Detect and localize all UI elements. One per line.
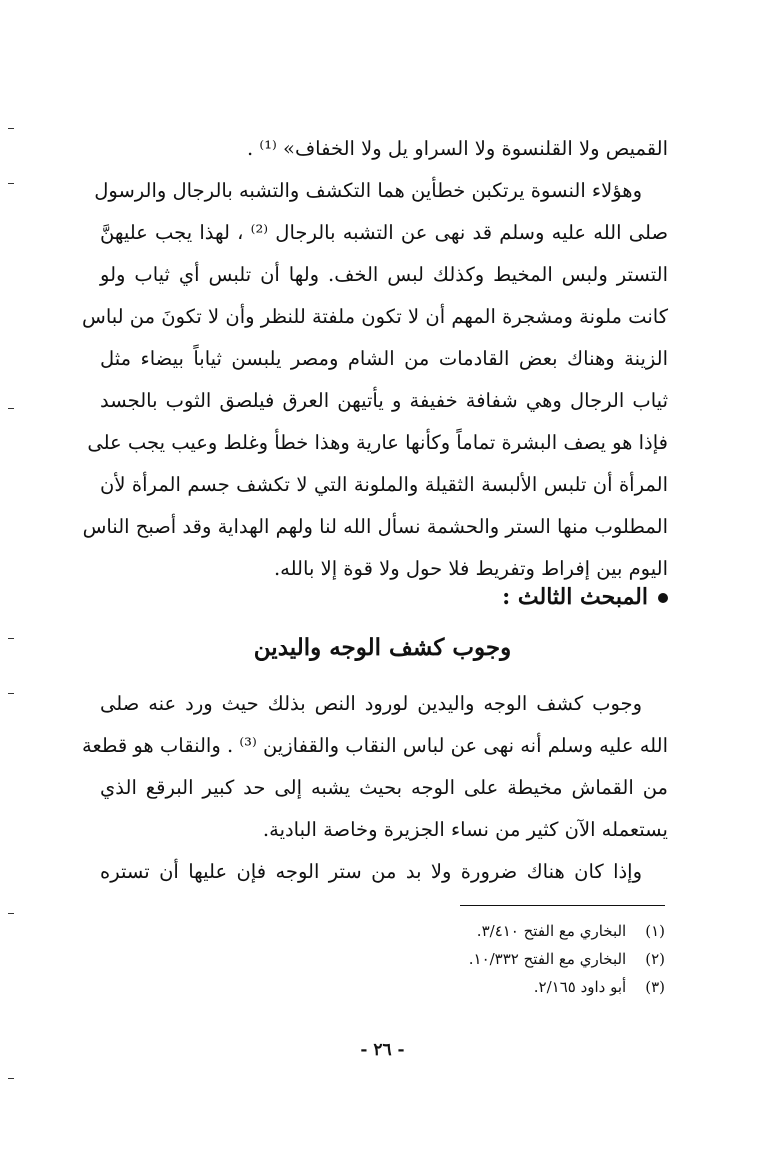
text-line: المرأة أن تلبس الألبسة الثقيلة والملونة التي لا تكشف جسم المرأة لأن — [100, 473, 668, 496]
text-line: فإذا هو يصف البشرة تماماً وكأنها عارية وهذا خطأ وغلط وعيب يجب على — [87, 431, 668, 454]
bullet-icon — [658, 593, 668, 603]
footnote-number: (٣) — [645, 978, 665, 996]
footnote — [477, 922, 665, 940]
text-line: المطلوب منها الستر والحشمة نسأل الله لنا ولهم الهداية وقد أصبح الناس — [82, 515, 668, 538]
footnote-text: البخاري مع الفتح ٣/٤١٠. — [476, 922, 627, 940]
footnote-text: البخاري مع الفتح ١٠/٣٣٢. — [468, 950, 627, 968]
margin-mark — [8, 1078, 14, 1079]
margin-mark — [8, 128, 14, 129]
text-line: يستعمله الآن كثير من نساء الجزيرة وخاصة البادية. — [262, 818, 668, 841]
text-line: التستر ولبس المخيط وكذلك لبس الخف. ولها أن تلبس أي ثياب ولو — [100, 263, 668, 286]
text-line: من القماش مخيطة على الوجه بحيث يشبه إلى حد كبير البرقع الذي — [100, 776, 668, 799]
section-title: وجوب كشف الوجه واليدين — [253, 634, 512, 661]
margin-mark — [8, 913, 14, 914]
section-label-text: المبحث الثالث : — [502, 584, 648, 610]
text-line: وجوب كشف الوجه واليدين لورود النص بذلك حيث ورد عنه صلى — [100, 692, 642, 715]
text-line: الله عليه وسلم أنه نهى عن لباس النقاب والقفازين ⁽³⁾ . والنقاب هو قطعة — [81, 734, 668, 757]
section-label — [502, 584, 668, 610]
margin-mark — [8, 408, 14, 409]
text-line: وهؤلاء النسوة يرتكبن خطأين هما التكشف والتشبه بالرجال والرسول — [94, 179, 642, 202]
text-line: وإذا كان هناك ضرورة ولا بد من ستر الوجه فإن عليها أن تستره — [100, 860, 642, 883]
footnote — [469, 950, 665, 968]
text-line: اليوم بين إفراط وتفريط فلا حول ولا قوة إلا بالله. — [273, 557, 668, 580]
footnote — [534, 978, 665, 996]
text-line: الزينة وهناك بعض القادمات من الشام ومصر يلبسن ثياباً بيضاء مثل — [100, 347, 668, 370]
margin-mark — [8, 183, 14, 184]
text-line: كانت ملونة ومشجرة المهم أن لا تكون ملفتة للنظر وأن لا تكونَ من لباس — [82, 305, 668, 328]
footnote-text: أبو داود ٢/١٦٥. — [533, 978, 627, 996]
text-line: صلى الله عليه وسلم قد نهى عن التشبه بالرجال ⁽²⁾ ، لهذا يجب عليهنَّ — [100, 221, 668, 244]
text-line: القميص ولا القلنسوة ولا السراو يل ولا الخفاف» ⁽¹⁾ . — [247, 137, 668, 160]
footnote-separator — [460, 905, 665, 906]
page-number: - ٢٦ - — [360, 1040, 405, 1060]
text-line: ثياب الرجال وهي شفافة خفيفة و يأتيهن العرق فيلصق الثوب بالجسد — [100, 389, 668, 412]
footnote-number: (٢) — [645, 950, 665, 968]
footnote-number: (١) — [645, 922, 665, 940]
margin-mark — [8, 693, 14, 694]
